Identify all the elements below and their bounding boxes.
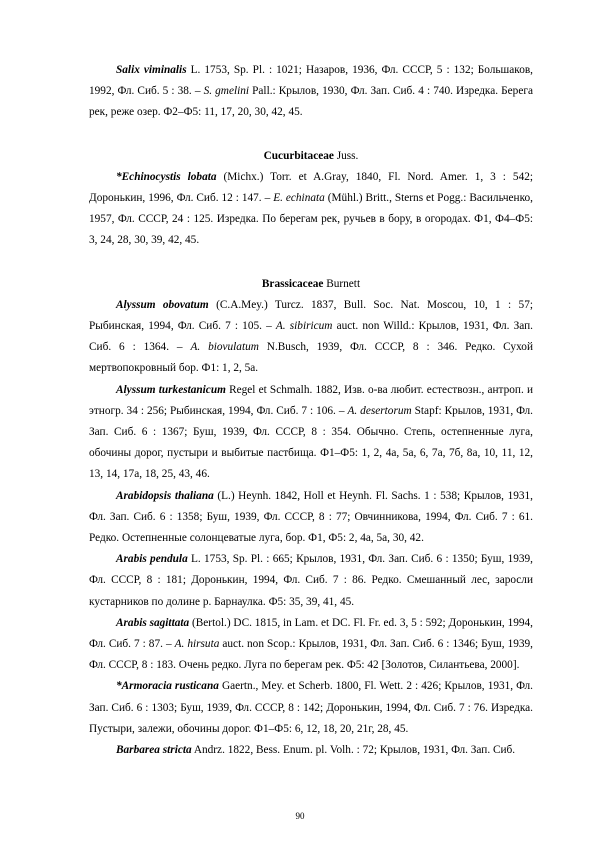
species-name: Alyssum turkestanicum: [116, 383, 226, 396]
species-name: Barbarea stricta: [116, 744, 192, 757]
page-number: 90: [295, 811, 305, 821]
species-entry-arabidopsis-thaliana: Arabidopsis thaliana (L.) Heynh. 1842, Holl et Heynh. Fl. Sachs. 1 : 538; Крылов, 1931, Фл. Зап. Сиб. 6 : 1358; Буш, 1939, Фл. СССР, 8 : 77; Овчинникова, 1994, Фл. Сиб. 7 : 61. Редко. Остепненные солонцеватые луга, бор. Ф1, Ф5: 2, 4а, 5а, 30, 42.: [89, 489, 533, 545]
species-name: Arabis sagittata: [116, 616, 190, 629]
species-name: *Armoracia rusticana: [116, 680, 219, 693]
species-name: Alyssum obovatum: [116, 298, 209, 311]
synonym-name: E. echinata: [273, 192, 325, 205]
species-entry-alyssum-obovatum: Alyssum obovatum (C.A.Mey.) Turcz. 1837, Bull. Soc. Nat. Moscou, 10, 1 : 57; Рыбинская, 1994, Фл. Сиб. 7 : 105. – A. sibiricum auct. non Willd.: Крылов, 1931, Фл. Зап. Сиб. 6 : 1364. – A. biovulatum N.Busch, 1939, Фл. СССР, 8 : 346. Редко. Сухой мертвопокровный бор. Ф1: 1, 2, 5а.: [89, 298, 533, 375]
family-heading-brassicaceae: Brassicaceae Burnett: [261, 277, 361, 290]
species-entry-alyssum-turkestanicum: Alyssum turkestanicum Regel et Schmalh. 1882, Изв. о-ва любит. естествозн., антроп. и этногр. 34 : 256; Рыбинская, 1994, Фл. Сиб. 7 : 106. – A. desertorum Stapf: Крылов, 1931, Фл. Зап. Сиб. 6 : 1367; Буш, 1939, Фл. СССР, 8 : 354. Обычно. Степь, остепненные луга, обочины дорог, пустыри и выбитые пастбища. Ф1–Ф5: 1, 2, 4а, 5а, 6, 7а, 7б, 8а, 10, 11, 12, 13, 14, 17а, 18, 25, 43, 46.: [89, 383, 534, 481]
species-entry-armoracia-rusticana: *Armoracia rusticana Gaertn., Mey. et Scherb. 1800, Fl. Wett. 2 : 426; Крылов, 1931, Фл. Зап. Сиб. 6 : 1303; Буш, 1939, Фл. СССР, 8 : 142; Доронькин, 1994, Фл. Сиб. 7 : 76. Изредка. Пустыри, залежи, обочины дорог. Ф1–Ф5: 6, 12, 18, 20, 21г, 28, 45.: [89, 680, 534, 735]
synonym-name: A. biovulatum: [190, 341, 259, 354]
species-name: *Echinocystis lobata: [116, 170, 217, 183]
species-entry-echinocystis-lobata: *Echinocystis lobata (Michx.) Torr. et A.Gray, 1840, Fl. Nord. Amer. 1, 3 : 542; Доронькин, 1996, Фл. Сиб. 12 : 147. – E. echinata (Mühl.) Britt., Sterns et Pogg.: Васильченко, 1957, Фл. СССР, 24 : 125. Изредка. По берегам рек, ручьев в бору, в огородах. Ф1, Ф4–Ф5: 3, 24, 28, 30, 39, 42, 45.: [89, 170, 534, 247]
synonym-name: A. hirsuta: [174, 638, 220, 651]
species-entry-salix-viminalis: Salix viminalis L. 1753, Sp. Pl. : 1021; Назаров, 1936, Фл. СССР, 5 : 132; Большаков, 1992, Фл. Сиб. 5 : 38. – S. gmelini Pall.: Крылов, 1930, Фл. Зап. Сиб. 4 : 740. Изредка. Берега рек, реже озер. Ф2–Ф5: 11, 17, 20, 30, 42, 45.: [89, 64, 533, 119]
species-entry-barbarea-stricta: Barbarea stricta Andrz. 1822, Bess. Enum. pl. Volh. : 72; Крылов, 1931, Фл. Зап. Сиб.: [116, 744, 516, 757]
species-name: Salix viminalis: [116, 64, 187, 76]
species-entry-arabis-pendula: Arabis pendula L. 1753, Sp. Pl. : 665; Крылов, 1931, Фл. Зап. Сиб. 6 : 1350; Буш, 1939, Фл. СССР, 8 : 181; Доронькин, 1994, Фл. Сиб. 7 : 86. Редко. Смешанный лес, заросли кустарников по долине р. Барнаулка. Ф5: 35, 39, 41, 45.: [89, 553, 533, 608]
document-page: [89, 60, 533, 761]
species-entry-arabis-sagittata: Arabis sagittata (Bertol.) DC. 1815, in Lam. et DC. Fl. Fr. ed. 3, 5 : 592; Доронькин, 1994, Фл. Сиб. 7 : 87. – A. hirsuta auct. non Scop.: Крылов, 1931, Фл. Зап. Сиб. 6 : 1346; Буш, 1939, Фл. СССР, 8 : 183. Очень редко. Луга по берегам рек. Ф5: 42 [Золотов, Силантьева, 2000].: [89, 616, 534, 672]
species-name: Arabidopsis thaliana: [116, 489, 214, 502]
family-heading-cucurbitaceae: Cucurbitaceae Juss.: [263, 149, 359, 162]
synonym-name: A. desertorum: [347, 404, 412, 417]
synonym-name: A. sibiricum: [275, 320, 333, 333]
synonym-name: S. gmelini: [203, 85, 250, 98]
species-name: Arabis pendula: [116, 553, 188, 566]
